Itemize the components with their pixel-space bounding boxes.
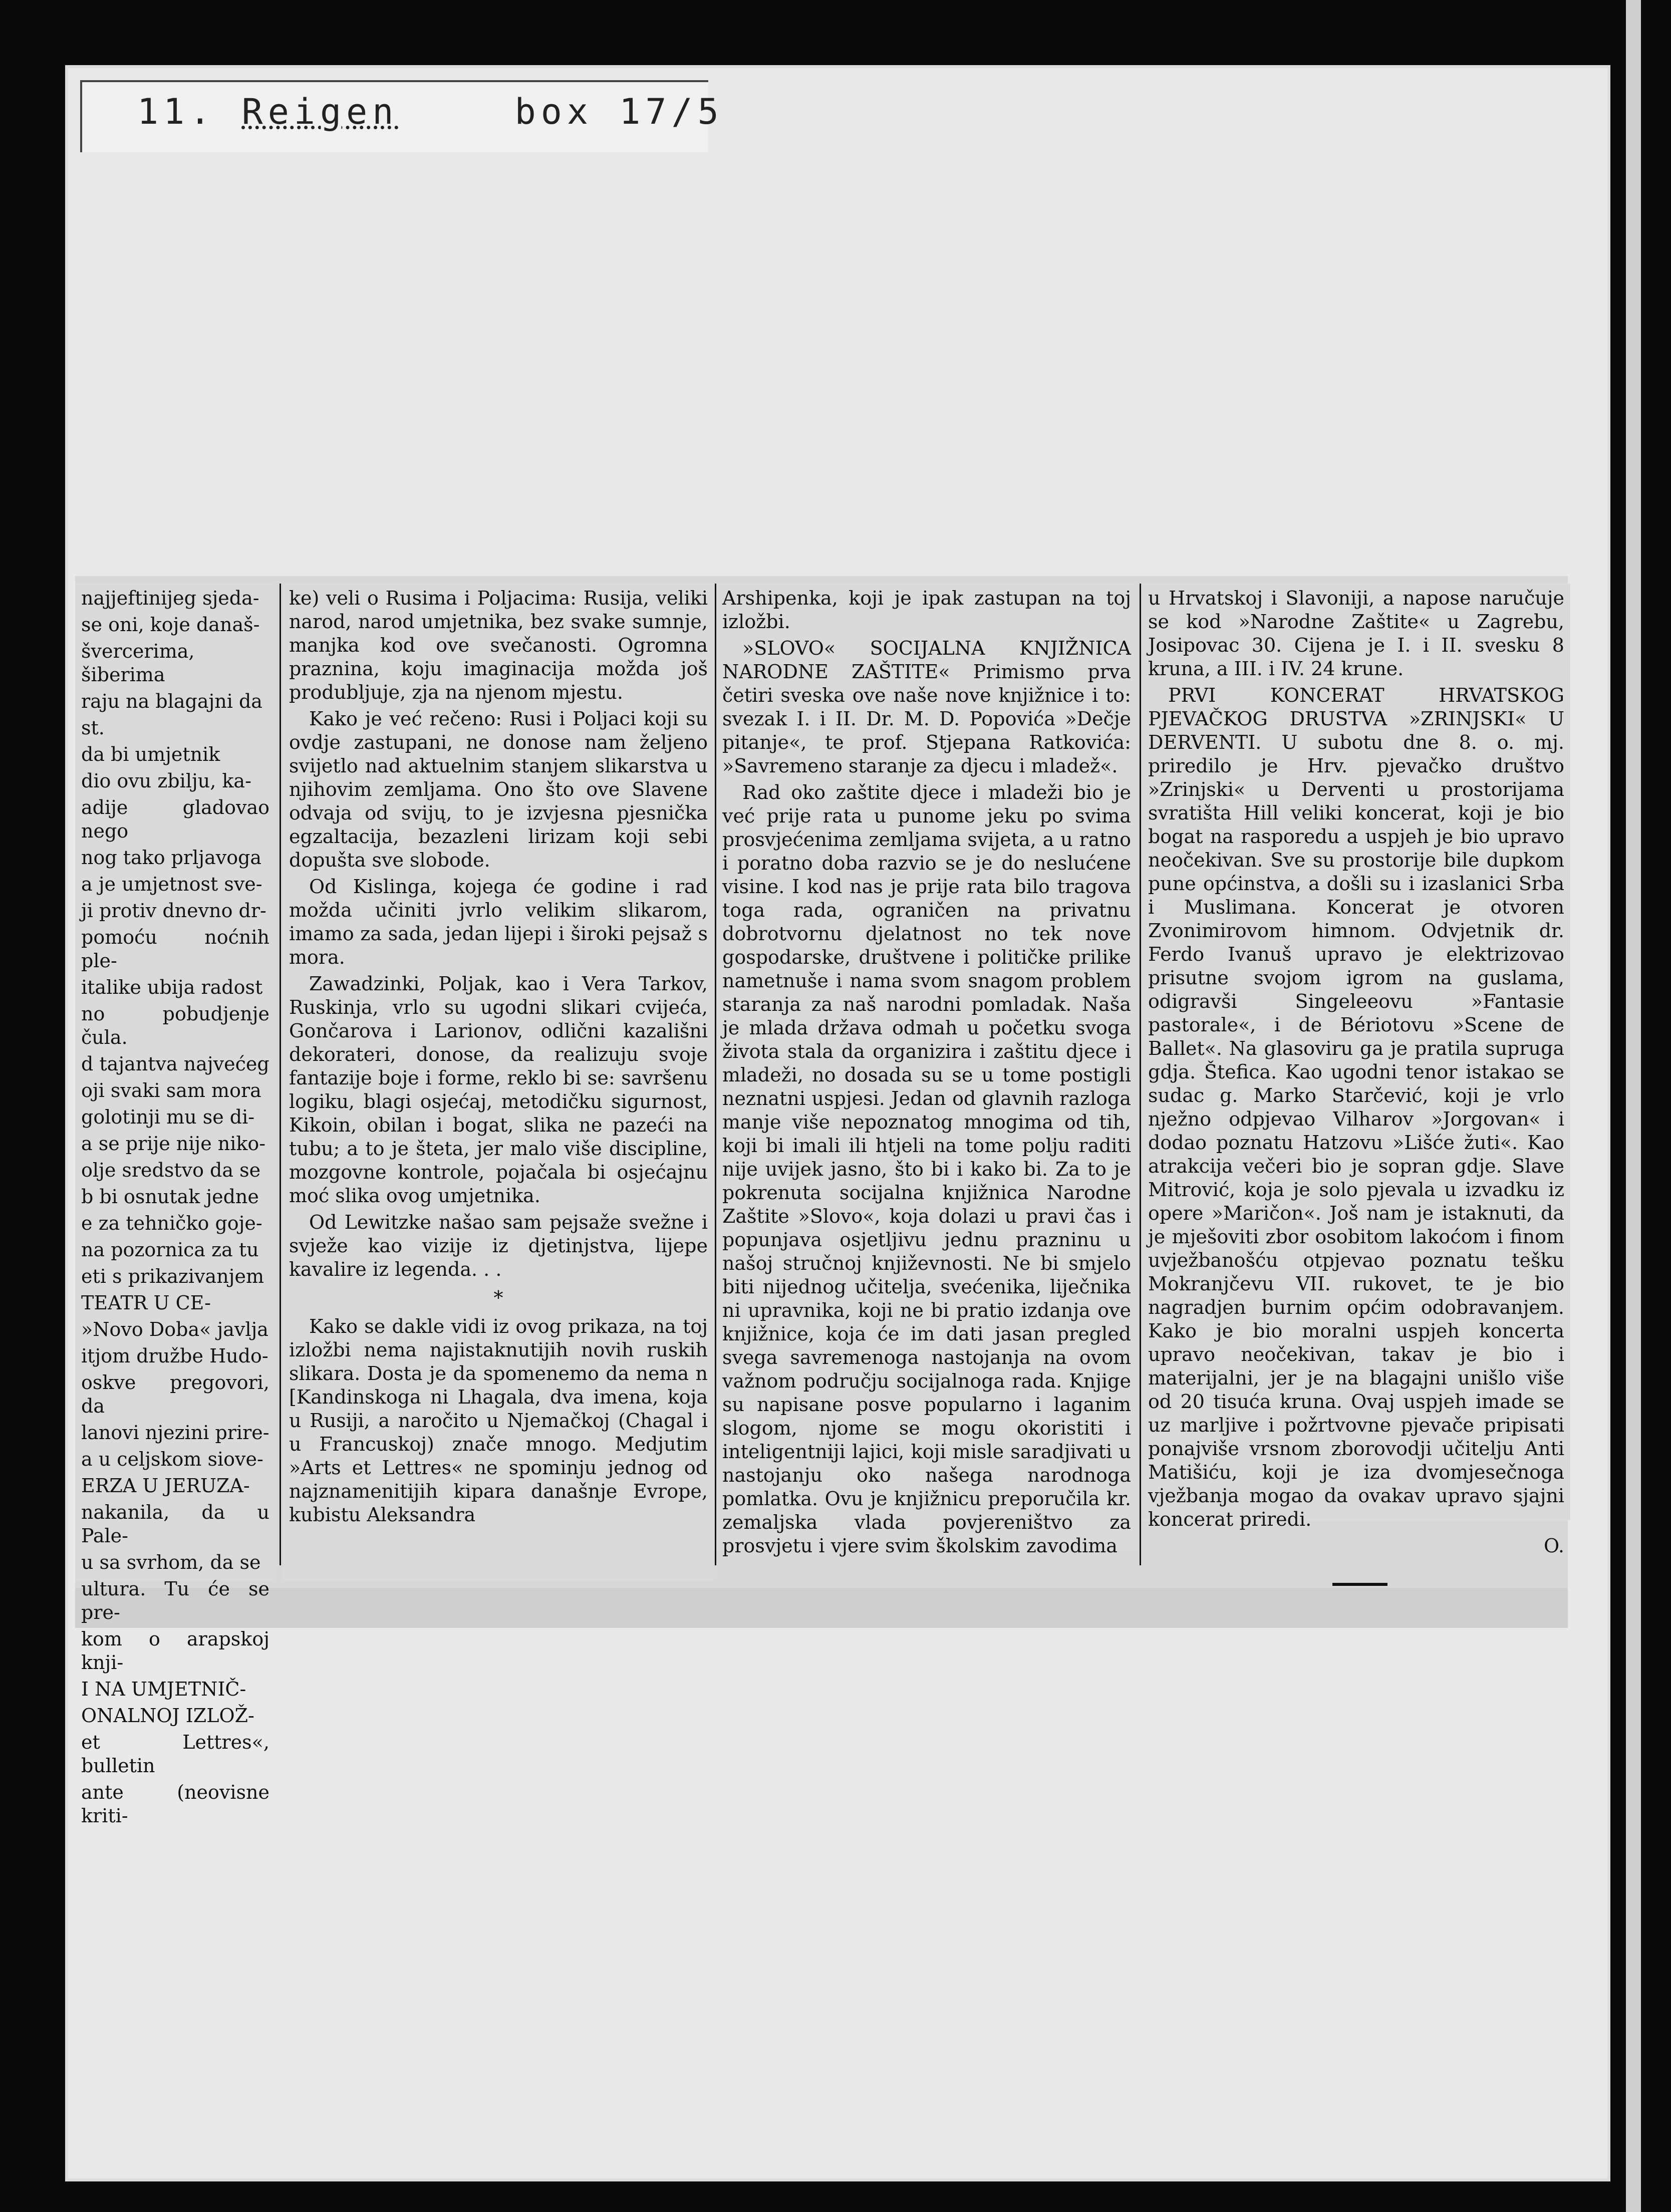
col1-line: ultura. Tu će se pre- bbox=[81, 1578, 269, 1623]
col4-paragraph: PRVI KONCERAT HRVATSKOG PJEVAČKOG DRUSTVA »ZRINJSKI« U DERVENTI. U subotu dne 8. o. mj. priredilo je Hrv. pjevačko društvo »Zrinjski« u Derventi u prostorijama svratišta Hill veliki koncerat, koji je bio bogat na rasporedu a uspjeh je bio upravo neočekivan. Sve su prostorije bile dupkom pune općinstva, a došli su i izaslanici Srba i Muslimana. Koncerat je otvoren Zvonimirovom himnom. Odvjetnik dr. Ferdo Ivanuš upravo je elektrizovao prisutne svojom igrom na guslama, odigravši Singeleeovu »Fantasie pastorale«, i de Bériotovu »Scene de Ballet«. Na glasoviru ga je pratila supruga gdja. Štefica. Kao ugodni tenor istakao se sudac g. Marko Starčević, koji je vrlo nježno odpjevao Vilharov »Jorgovan« i dodao poznatu Hatzovu »Lišće žuti«. Kao atrakcija večeri bio je sopran gdje. Slave Mitrović, koja je solo pjevala u izvadku iz opere »Maričon«. Još nam je istaknuti, da je mješoviti zbor osobitom lakoćom i finom uvježbanošću otpjevao poznatu tešku Mokranjčevu VII. rukovet, te je bio nagradjen burnim općim odobravanjem. Kako je bio moralni uspjeh koncerta upravo neočekivan, takav je bio i materijalni, jer je na blagajni unišlo više od 20 tisuća kruna. Ovaj uspjeh imade se uz marljive i požrtvovne pjevače pripisati ponajviše vrsnom zborovodji učitelju Anti Matišiću, koji je iza dvomjesečnoga vježbanja mogao da ovakav upravo sjajni koncerat priredi. bbox=[1148, 684, 1564, 1530]
col1-line: ONALNOJ IZLOŽ- bbox=[81, 1705, 254, 1727]
col2-paragraph: Kako se dakle vidi iz ovog prikaza, na toj izložbi nema najistaknutijih novih ruskih slikara. Dosta je da spomenemo da nema n [Kandinskoga ni Lhagala, dva imena, koja u Rusiji, a naročito u Njemačkoj (Chagal i u Francuskoj) znače mnogo. Medjutim »Arts et Lettres« ne spominju jednog od najznamenitijih kipara današnje Evrope, kubistu Aleksandra bbox=[289, 1315, 708, 1526]
col1-line: a je umjetnost sve- bbox=[81, 873, 262, 895]
column-3 bbox=[716, 584, 1137, 1557]
col1-line: st. bbox=[81, 717, 105, 739]
column-1 bbox=[75, 584, 275, 1827]
col1-line: na pozornica za tu bbox=[81, 1239, 259, 1261]
col1-line: TEATR U CE- bbox=[81, 1292, 211, 1314]
label-number: 11. bbox=[137, 91, 216, 132]
col1-line: lanovi njezini prire- bbox=[81, 1422, 269, 1444]
column-2 bbox=[283, 584, 714, 1580]
col2-paragraph: Od Lewitzke našao sam pejsaže svežne i svježe kao vizije iz djetinjstva, lijepe kavalire iz legenda. . . bbox=[289, 1211, 708, 1280]
col2-paragraph: Od Kislinga, kojega će godine i rad možda učiniti jvrlo velikim slikarom, imamo za sada, jedan lijepi i široki pejsaž s mora. bbox=[289, 876, 708, 968]
col1-line: pomoću noćnih ple- bbox=[81, 926, 269, 972]
col2-paragraph: ke) veli o Rusima i Poljacima: Rusija, veliki narod, narod umjetnika, bez svake sumnje, manjka kod ove svečanosti. Ogromna praznina, koju imaginacija možda još produbljuje, zja na njenom mjestu. bbox=[289, 587, 708, 703]
col1-line: »Novo Doba« javlja bbox=[81, 1318, 268, 1340]
col1-line: oji svaki sam mora bbox=[81, 1079, 261, 1101]
col1-line: ante (neovisne kriti- bbox=[81, 1781, 269, 1827]
col1-line: ji protiv dnevno dr- bbox=[81, 900, 266, 922]
col1-line: I NA UMJETNIČ- bbox=[81, 1678, 246, 1700]
col1-line: se oni, koje današ- bbox=[81, 614, 260, 636]
col1-line: golotinji mu se di- bbox=[81, 1106, 255, 1128]
archive-label bbox=[80, 80, 724, 152]
col1-line: a se prije nije niko- bbox=[81, 1133, 266, 1155]
col1-line: eti s prikazivanjem bbox=[81, 1265, 264, 1287]
col1-line: dio ovu zbilju, ka- bbox=[81, 770, 251, 792]
section-separator: * bbox=[493, 1287, 503, 1309]
col1-line: no pobudjenje čula. bbox=[81, 1003, 269, 1048]
col1-line: ERZA U JERUZA- bbox=[81, 1475, 250, 1497]
col4-paragraph: u Hrvatskoj i Slavoniji, a napose naručuje se kod »Narodne Zaštite« u Zagrebu, Josipovac 30. Cijena je I. i II. svesku 8 kruna, a III. i IV. 24 krune. bbox=[1148, 587, 1564, 680]
col1-line: raju na blagajni da bbox=[81, 690, 262, 712]
clipping-shadow bbox=[75, 1588, 1568, 1628]
label-title: Reigen bbox=[241, 91, 399, 132]
col1-line: itjom družbe Hudo- bbox=[81, 1345, 268, 1367]
end-rule bbox=[1332, 1583, 1387, 1586]
col3-paragraph: Rad oko zaštite djece i mladeži bio je već prije rata u punome jeku po svima prosvjećenima zemljama svijeta, a u ratno i poratno doba razvio se je do neslućene visine. I kod nas je prije rata bilo tragova toga rada, ograničen na privatnu dobrotvornu djelatnost no tek nove gospodarske, društvene i političke prilike nametnuše i nama svom snagom problem staranja za naš narodni pomladak. Naša je mlada država odmah u početku svoga života stala da organizira i zaštitu djece i mladeži, no dosada su se u tome postigli neznatni uspjesi. Jedan od glavnih razloga manje više nepoznatog mnogima od tih, koji bi imali ili htjeli na tome polju raditi nije uvijek jasno, što bi i kako bi. Za to je pokrenuta socijalna knjižnica Narodne Zaštite »Slovo«, koja dolazi u pravi čas i popunjava osjetljivu jednu prazninu u našoj stručnoj književnosti. Ne bi smjelo biti nijednog učitelja, svećenika, liječnika ni upravnika, koji ne bi pratio izdanja ove knjižnice, koja će im dati jasan pregled svega savremenoga nastojanja na ovom važnom području socijalnoga rada. Knjige su napisane posve popularno i laganim slogom, njome se mogu okoristiti i inteligentniji lajici, koji misle saradjivati u nastojanju oko našega narodnoga pomlatka. Ovu je knjižnicu preporučila kr. zemaljska vlada povjereništvo za prosvjetu i vjere svim školskim zavodima bbox=[722, 781, 1131, 1557]
col1-line: švercerima, šiberima bbox=[81, 640, 195, 686]
col1-line: nakanila, da u Pale- bbox=[81, 1501, 269, 1547]
col1-line: et Lettres«, bulletin bbox=[81, 1731, 269, 1777]
col1-line: oskve pregovori, da bbox=[81, 1371, 269, 1417]
col1-line: najjeftinijeg sjeda- bbox=[81, 587, 259, 609]
column-rule bbox=[715, 584, 716, 1565]
col2-paragraph: Kako je već rečeno: Rusi i Poljaci koji su ovdje zastupani, ne donose nam željeno svijetlo nad aktuelnim stanjem slikarstva u njihovim zemljama. Ono što ove Slavene odvaja od svijų, to je izvjesna pjesnička egzaltacija, bezazleni lirizam koji sebi dopušta sve slobode. bbox=[289, 708, 708, 871]
sheet-edge bbox=[1626, 0, 1641, 2212]
label-box-number: box 17/5 bbox=[514, 91, 724, 132]
column-4 bbox=[1142, 584, 1570, 1557]
column-rule bbox=[1140, 584, 1141, 1565]
col2-paragraph: Zawadzinki, Poljak, kao i Vera Tarkov, Ruskinja, vrlo su ugodni slikari cvijeća, Gončarova i Larionov, odlični kazališni dekorateri, donose, da realizuju svoje fantazije boje i forme, reklo bi se: savršenu logiku, blagi osjećaj, metodičku sigurnost, Kikoin, obilan i bogat, slika ne pazeći na tubu; a to je šteta, jer malo više discipline, mozgovne kontrole, pojačala bi osjećajnu moć slika ovog umjetnika. bbox=[289, 973, 708, 1207]
column-rule bbox=[280, 584, 281, 1565]
col3-paragraph: Arshipenka, koji je ipak zastupan na toj izložbi. bbox=[722, 587, 1131, 633]
archive-label-text bbox=[137, 91, 724, 132]
col1-line: u sa svrhom, da se bbox=[81, 1551, 261, 1573]
col1-line: nog tako prljavoga bbox=[81, 847, 262, 869]
author-initial: O. bbox=[1543, 1535, 1564, 1557]
col1-line: adije gladovao nego bbox=[81, 796, 269, 842]
col1-line: italike ubija radost bbox=[81, 976, 263, 998]
col1-line: a u celjskom siove- bbox=[81, 1448, 263, 1470]
col1-line: e za tehničko goje- bbox=[81, 1212, 262, 1234]
col1-line: olje sredstvo da se bbox=[81, 1159, 261, 1181]
col1-line: kom o arapskoj knji- bbox=[81, 1628, 269, 1674]
col1-line: d tajantva najvećeg bbox=[81, 1053, 269, 1075]
col1-line: b bi osnutak jedne bbox=[81, 1186, 259, 1208]
col1-line: da bi umjetnik bbox=[81, 743, 220, 765]
col3-paragraph: »SLOVO« SOCIJALNA KNJIŽNICA NARODNE ZAŠTITE« Primismo prva četiri sveska ove naše nove knjižnice i to: svezak I. i II. Dr. M. D. Popovića »Dečje pitanje«, te prof. Stjepana Ratkovića: »Savremeno staranje za djecu i mladež«. bbox=[722, 637, 1131, 777]
